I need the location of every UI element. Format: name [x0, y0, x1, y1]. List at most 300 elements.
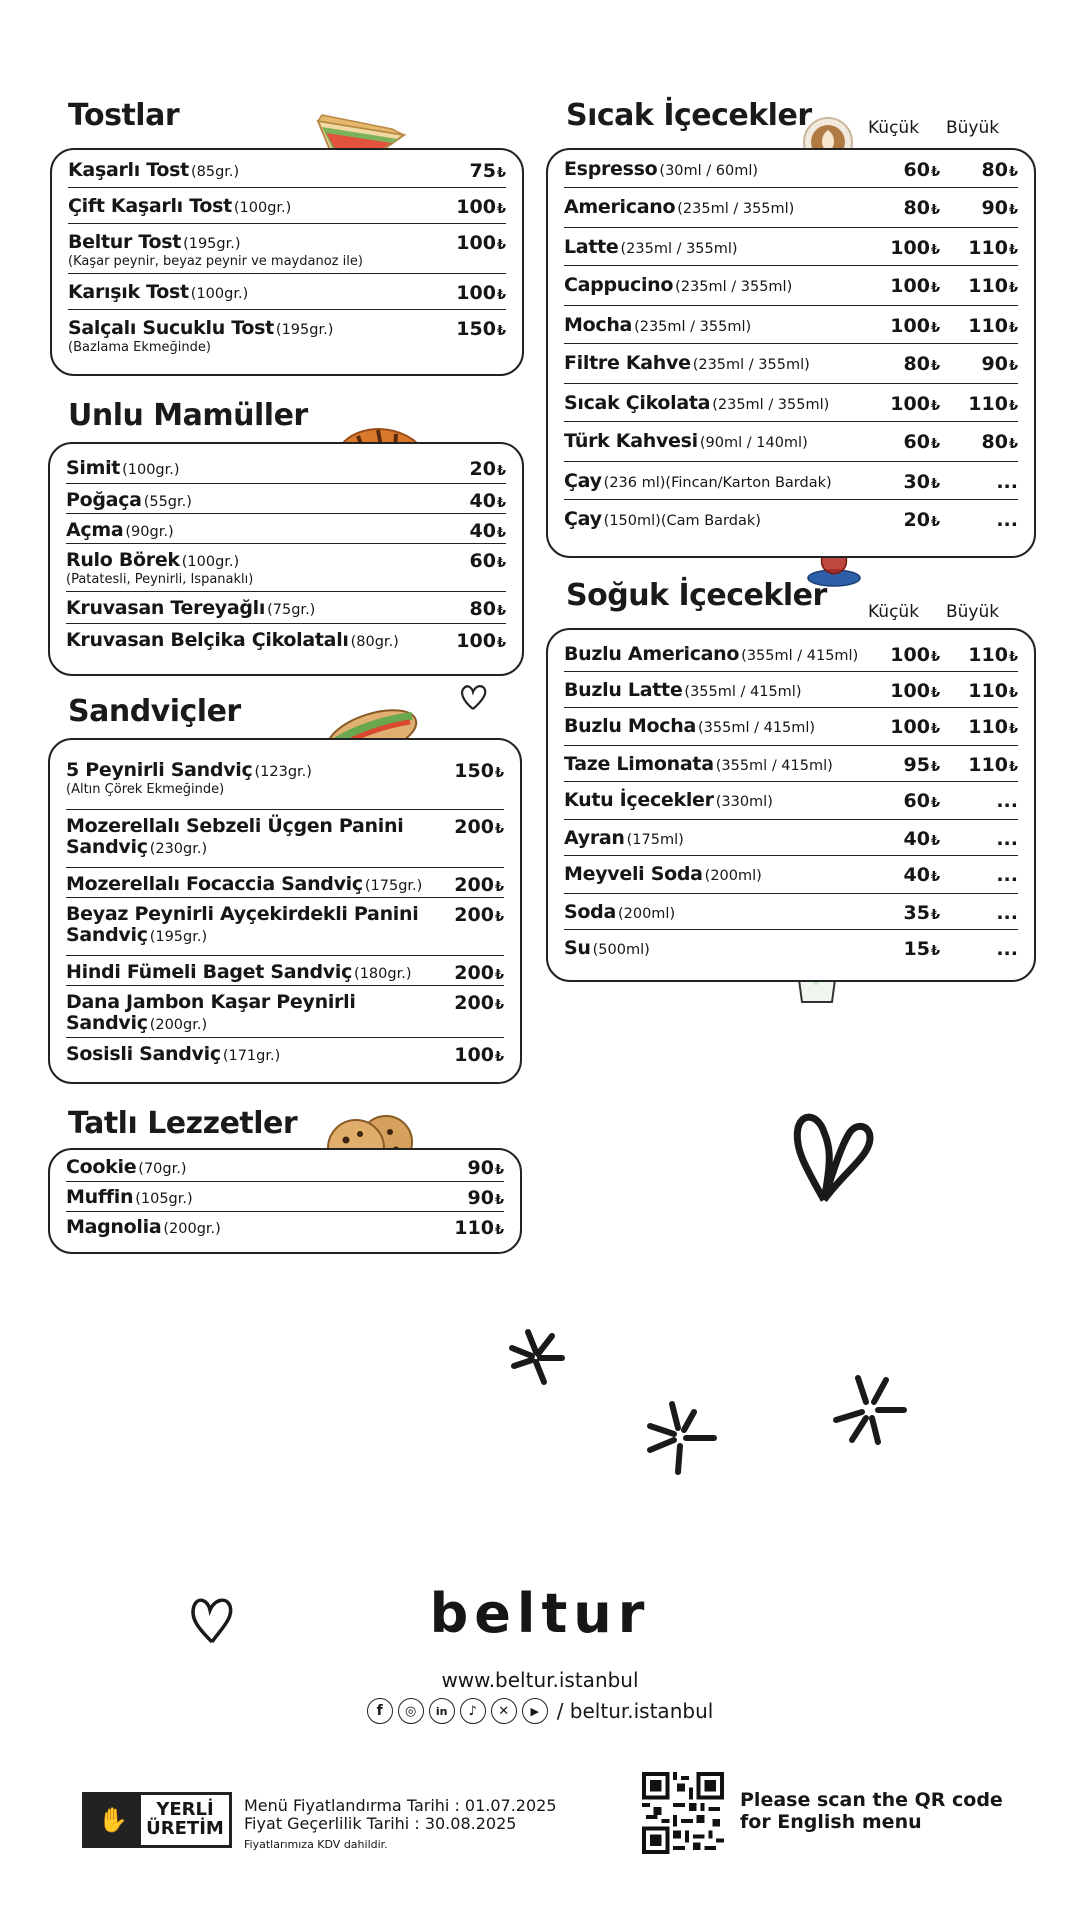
item-price	[434, 874, 504, 896]
price-value: 110	[968, 237, 1008, 259]
qr-code[interactable]	[642, 1772, 724, 1854]
lira-symbol: ₺	[930, 908, 940, 923]
menu-row	[564, 150, 1018, 188]
lira-symbol: ₺	[496, 496, 506, 511]
item-name: Meyveli Soda	[564, 863, 703, 885]
price-large	[940, 197, 1018, 219]
price-value: 20	[903, 509, 930, 531]
price-value: ...	[996, 471, 1018, 493]
item-price	[436, 196, 506, 218]
soguk-title: Soğuk İçecekler	[566, 578, 827, 613]
item-size: (80gr.)	[350, 634, 399, 650]
lira-symbol: ₺	[930, 399, 940, 414]
item-text	[68, 232, 436, 269]
item-text	[68, 196, 436, 217]
item-text	[66, 490, 436, 511]
tatli-title: Tatlı Lezzetler	[68, 1106, 298, 1141]
item-size: (70gr.)	[138, 1161, 187, 1177]
lira-symbol: ₺	[496, 604, 506, 619]
price-large	[940, 828, 1018, 850]
item-size: (235ml / 355ml)	[712, 397, 830, 413]
item-size: (175ml)	[626, 832, 684, 848]
price-value: 60	[903, 431, 930, 453]
item-size: (100gr.)	[122, 462, 180, 478]
price-small	[862, 159, 940, 181]
menu-row	[564, 266, 1018, 306]
tostlar-box	[50, 148, 524, 376]
lira-symbol: ₺	[930, 203, 940, 218]
menu-row	[66, 624, 506, 664]
unlu-box	[48, 442, 524, 676]
item-text	[564, 471, 862, 492]
item-note: (Kaşar peynir, beyaz peynir ve maydanoz ile)	[68, 253, 363, 269]
item-text	[68, 282, 436, 303]
soguk-box	[546, 628, 1036, 982]
price-large	[940, 471, 1018, 493]
item-price	[436, 318, 506, 340]
lira-symbol: ₺	[930, 796, 940, 811]
price-value: 100	[890, 275, 930, 297]
price-value: 60	[469, 550, 496, 572]
item-text	[564, 828, 862, 849]
item-size: (230gr.)	[149, 840, 208, 857]
price-value: 200	[454, 874, 494, 896]
menu-row	[66, 592, 506, 624]
item-price	[434, 904, 504, 926]
price-value: ...	[996, 864, 1018, 886]
price-large	[940, 353, 1018, 375]
item-price	[436, 630, 506, 652]
lira-symbol: ₺	[496, 636, 506, 651]
item-name: Karışık Tost	[68, 281, 189, 303]
price-value: 100	[456, 196, 496, 218]
price-large	[940, 237, 1018, 259]
price-value: 100	[890, 237, 930, 259]
item-name: Kaşarlı Tost	[68, 159, 189, 181]
item-text	[66, 1187, 434, 1208]
lira-symbol: ₺	[1008, 165, 1018, 180]
item-name: Kruvasan Tereyağlı	[66, 597, 266, 619]
menu-row	[564, 820, 1018, 856]
lira-symbol: ₺	[930, 515, 940, 530]
item-text	[66, 962, 434, 983]
lira-symbol: ₺	[930, 650, 940, 665]
price-value: 40	[469, 520, 496, 542]
item-text	[68, 160, 436, 181]
tatli-box	[48, 1148, 522, 1254]
item-price	[436, 458, 506, 480]
price-value: 110	[968, 275, 1008, 297]
facebook-icon[interactable]: f	[367, 1698, 393, 1724]
item-name: Latte	[564, 236, 619, 258]
item-text	[66, 630, 436, 651]
menu-row	[564, 708, 1018, 746]
item-name: Kutu İçecekler	[564, 789, 714, 811]
item-size: (171gr.)	[222, 1048, 281, 1064]
lira-symbol: ₺	[494, 910, 504, 925]
price-large	[940, 509, 1018, 531]
validity-date: Fiyat Geçerlilik Tarihi : 30.08.2025	[244, 1814, 517, 1833]
lira-symbol: ₺	[1008, 760, 1018, 775]
tiktok-icon[interactable]: ♪	[460, 1698, 486, 1724]
lira-symbol: ₺	[1008, 686, 1018, 701]
website-link[interactable]: www.beltur.istanbul	[441, 1668, 639, 1692]
menu-row	[564, 422, 1018, 462]
large-heart-doodle	[784, 1108, 880, 1208]
yerli-uretim-badge	[82, 1792, 232, 1848]
price-value: 90	[981, 353, 1008, 375]
lira-symbol: ₺	[496, 238, 506, 253]
item-size: (235ml / 355ml)	[692, 357, 810, 373]
item-size: (200gr.)	[149, 1016, 208, 1033]
item-note: (Patatesli, Peynirli, Ispanaklı)	[66, 571, 254, 587]
lira-symbol: ₺	[1008, 359, 1018, 374]
item-size: (355ml / 415ml)	[684, 684, 802, 700]
price-value: 110	[968, 393, 1008, 415]
price-value: 80	[981, 159, 1008, 181]
lira-symbol: ₺	[494, 822, 504, 837]
item-text	[66, 760, 434, 797]
price-value: 40	[469, 490, 496, 512]
price-value: 90	[467, 1187, 494, 1209]
price-large	[940, 902, 1018, 924]
lira-symbol: ₺	[930, 165, 940, 180]
menu-row	[564, 188, 1018, 228]
menu-row	[564, 894, 1018, 930]
item-name: Poğaça	[66, 489, 142, 511]
price-large	[940, 790, 1018, 812]
item-note: (Bazlama Ekmeğinde)	[68, 339, 211, 355]
instagram-icon[interactable]: ◎	[398, 1698, 424, 1724]
lira-symbol: ₺	[930, 834, 940, 849]
item-size: (235ml / 355ml)	[620, 241, 738, 257]
price-value: 110	[968, 680, 1008, 702]
item-size: (100gr.)	[233, 200, 292, 216]
item-size: (235ml / 355ml)	[634, 319, 752, 335]
sparkle-doodle-2	[640, 1398, 720, 1478]
lira-symbol: ₺	[494, 968, 504, 983]
lira-symbol: ₺	[930, 437, 940, 452]
menu-row	[68, 188, 506, 224]
lira-symbol: ₺	[930, 944, 940, 959]
item-name: Çift Kaşarlı Tost	[68, 195, 232, 217]
price-value: ...	[996, 938, 1018, 960]
price-large	[940, 159, 1018, 181]
menu-row	[564, 930, 1018, 970]
item-name: Mozerellalı Sebzeli Üçgen Panini Sandviç	[66, 815, 404, 858]
item-size: (200ml)	[704, 868, 762, 884]
price-value: 30	[903, 471, 930, 493]
sicak-col-small: Küçük	[868, 118, 920, 138]
item-name: Soda	[564, 901, 616, 923]
price-value: 15	[903, 938, 930, 960]
price-value: 100	[454, 1044, 494, 1066]
item-name: Mocha	[564, 314, 633, 336]
menu-row	[66, 868, 504, 898]
item-text	[564, 644, 862, 665]
item-name: Mozerellalı Focaccia Sandviç	[66, 873, 363, 895]
menu-row	[564, 746, 1018, 782]
item-size: (200gr.)	[163, 1221, 221, 1237]
price-value: 100	[456, 630, 496, 652]
social-handle: / beltur.istanbul	[556, 1699, 714, 1723]
menu-row	[66, 898, 504, 956]
item-name: Kruvasan Belçika Çikolatalı	[66, 629, 349, 651]
price-value: 90	[467, 1157, 494, 1179]
item-name: Filtre Kahve	[564, 352, 691, 374]
price-value: 60	[903, 159, 930, 181]
price-large	[940, 754, 1018, 776]
item-text	[66, 1044, 434, 1065]
item-text	[564, 197, 862, 218]
lira-symbol: ₺	[494, 880, 504, 895]
menu-row	[66, 1038, 504, 1078]
price-value: 110	[968, 754, 1008, 776]
lira-symbol: ₺	[1008, 650, 1018, 665]
lira-symbol: ₺	[930, 243, 940, 258]
item-price	[434, 1217, 504, 1239]
menu-row	[66, 452, 506, 484]
item-price	[436, 282, 506, 304]
lira-symbol: ₺	[494, 1193, 504, 1208]
item-text	[564, 315, 862, 336]
sicak-box	[546, 148, 1036, 558]
unlu-title: Unlu Mamüller	[68, 398, 308, 433]
lira-symbol: ₺	[930, 281, 940, 296]
item-name: Buzlu Mocha	[564, 715, 696, 737]
menu-row	[66, 1212, 504, 1246]
lira-symbol: ₺	[1008, 243, 1018, 258]
item-size: (195gr.)	[183, 236, 241, 252]
item-name: Salçalı Sucuklu Tost	[68, 317, 274, 339]
item-text	[564, 680, 862, 701]
lira-symbol: ₺	[1008, 437, 1018, 452]
sparkle-doodle-1	[504, 1326, 568, 1390]
youtube-icon[interactable]: ▶	[522, 1698, 548, 1724]
sicak-col-large: Büyük	[946, 118, 1000, 138]
item-text	[564, 864, 862, 885]
price-value: 150	[454, 760, 494, 782]
menu-row	[66, 514, 506, 544]
price-small	[862, 754, 940, 776]
item-price	[436, 550, 506, 572]
price-value: ...	[996, 790, 1018, 812]
lira-symbol: ₺	[494, 1223, 504, 1238]
lira-symbol: ₺	[496, 288, 506, 303]
item-text	[66, 992, 434, 1034]
lira-symbol: ₺	[496, 324, 506, 339]
price-value: 200	[454, 816, 494, 838]
price-value: ...	[996, 509, 1018, 531]
item-size: (355ml / 415ml)	[715, 758, 833, 774]
x-icon[interactable]: ✕	[491, 1698, 517, 1724]
item-price	[434, 1187, 504, 1209]
menu-row	[564, 636, 1018, 672]
item-name: Ayran	[564, 827, 625, 849]
item-name: Beyaz Peynirli Ayçekirdekli Panini Sandviç	[66, 903, 419, 946]
price-value: 40	[903, 828, 930, 850]
item-name: Taze Limonata	[564, 753, 714, 775]
menu-row	[66, 810, 504, 868]
price-value: 100	[890, 315, 930, 337]
price-value: 100	[456, 282, 496, 304]
price-value: 80	[469, 598, 496, 620]
item-text	[564, 754, 862, 775]
menu-row	[564, 384, 1018, 422]
qr-caption-line2: for English menu	[740, 1810, 922, 1833]
lira-symbol: ₺	[1008, 321, 1018, 336]
price-large	[940, 393, 1018, 415]
price-small	[862, 509, 940, 531]
item-size: (100gr.)	[181, 554, 240, 570]
price-value: 95	[903, 754, 930, 776]
price-large	[940, 644, 1018, 666]
price-value: 100	[890, 716, 930, 738]
lira-symbol: ₺	[930, 870, 940, 885]
menu-row	[564, 500, 1018, 544]
lira-symbol: ₺	[930, 359, 940, 374]
lira-symbol: ₺	[1008, 399, 1018, 414]
menu-row	[68, 152, 506, 188]
item-price	[434, 962, 504, 984]
menu-row	[564, 344, 1018, 384]
price-small	[862, 716, 940, 738]
lira-symbol: ₺	[496, 166, 506, 181]
lira-symbol: ₺	[496, 202, 506, 217]
price-value: 35	[903, 902, 930, 924]
item-size: (55gr.)	[143, 494, 192, 510]
qr-caption	[740, 1790, 1003, 1834]
price-value: 80	[903, 353, 930, 375]
price-value: 20	[469, 458, 496, 480]
lira-symbol: ₺	[494, 1163, 504, 1178]
item-name: Simit	[66, 457, 121, 479]
price-value: 80	[981, 431, 1008, 453]
item-text	[68, 318, 436, 355]
handshake-icon: ✋	[85, 1795, 141, 1845]
item-name: Magnolia	[66, 1216, 162, 1238]
lira-symbol: ₺	[496, 464, 506, 479]
menu-row	[68, 224, 506, 274]
lira-symbol: ₺	[494, 1050, 504, 1065]
item-size: (123gr.)	[254, 764, 312, 780]
item-size: (100gr.)	[190, 286, 249, 302]
lira-symbol: ₺	[494, 766, 504, 781]
price-value: 100	[890, 644, 930, 666]
item-name: Cookie	[66, 1156, 137, 1178]
item-size: (90ml / 140ml)	[699, 435, 808, 451]
price-small	[862, 680, 940, 702]
menu-row	[564, 462, 1018, 500]
item-size: (85gr.)	[190, 164, 240, 180]
item-name: Sosisli Sandviç	[66, 1043, 221, 1065]
pricing-date: Menü Fiyatlandırma Tarihi : 01.07.2025	[244, 1796, 557, 1815]
item-size: (235ml / 355ml)	[675, 279, 793, 295]
item-size: (180gr.)	[354, 966, 412, 982]
price-value: 200	[454, 904, 494, 926]
item-price	[434, 760, 504, 782]
price-small	[862, 315, 940, 337]
item-size: (235ml / 355ml)	[677, 201, 795, 217]
price-large	[940, 716, 1018, 738]
item-name: Buzlu Latte	[564, 679, 683, 701]
item-text	[564, 790, 862, 811]
price-small	[862, 393, 940, 415]
price-value: 100	[890, 680, 930, 702]
item-size: (195gr.)	[275, 322, 334, 338]
lira-symbol: ₺	[496, 526, 506, 541]
price-large	[940, 431, 1018, 453]
price-large	[940, 938, 1018, 960]
item-text	[564, 159, 862, 180]
price-value: 110	[968, 315, 1008, 337]
price-small	[862, 275, 940, 297]
item-text	[66, 904, 434, 946]
item-name: Açma	[66, 519, 124, 541]
menu-row	[66, 1152, 504, 1182]
lira-symbol: ₺	[496, 556, 506, 571]
item-size: (90gr.)	[125, 524, 174, 540]
item-text	[564, 716, 862, 737]
item-price	[436, 490, 506, 512]
item-text	[564, 275, 862, 296]
price-value: 80	[903, 197, 930, 219]
price-value: 40	[903, 864, 930, 886]
item-text	[564, 393, 862, 414]
item-price	[434, 1157, 504, 1179]
item-name: Hindi Fümeli Baget Sandviç	[66, 961, 353, 983]
lira-symbol: ₺	[930, 722, 940, 737]
lira-symbol: ₺	[1008, 203, 1018, 218]
item-price	[436, 160, 506, 182]
price-small	[862, 353, 940, 375]
lira-symbol: ₺	[1008, 722, 1018, 737]
small-heart-doodle	[458, 684, 488, 712]
item-name: Muffin	[66, 1186, 134, 1208]
qr-caption-line1: Please scan the QR code	[740, 1789, 1003, 1811]
price-small	[862, 431, 940, 453]
item-price	[434, 992, 504, 1014]
item-price	[436, 598, 506, 620]
item-text	[66, 520, 436, 541]
price-value: 200	[454, 962, 494, 984]
item-text	[66, 816, 434, 858]
badge-line2: ÜRETİM	[146, 1818, 224, 1839]
menu-row	[564, 782, 1018, 820]
price-large	[940, 315, 1018, 337]
lira-symbol: ₺	[494, 998, 504, 1013]
item-text	[66, 1217, 434, 1238]
price-small	[862, 471, 940, 493]
item-note: (Altın Çörek Ekmeğinde)	[66, 781, 225, 797]
price-small	[862, 237, 940, 259]
sandvic-title: Sandviçler	[68, 694, 241, 729]
item-size: (500ml)	[592, 942, 650, 958]
item-text	[66, 874, 434, 895]
menu-row	[66, 956, 504, 986]
price-small	[862, 902, 940, 924]
item-name: Sıcak Çikolata	[564, 392, 711, 414]
linkedin-icon[interactable]: in	[429, 1698, 455, 1724]
soguk-col-large: Büyük	[946, 602, 1000, 622]
item-price	[436, 520, 506, 542]
price-value: 100	[890, 393, 930, 415]
item-size: (236 ml)(Fincan/Karton Bardak)	[603, 475, 832, 491]
item-text	[564, 431, 862, 452]
item-name: Çay	[564, 508, 602, 530]
price-value: ...	[996, 828, 1018, 850]
item-text	[564, 237, 862, 258]
